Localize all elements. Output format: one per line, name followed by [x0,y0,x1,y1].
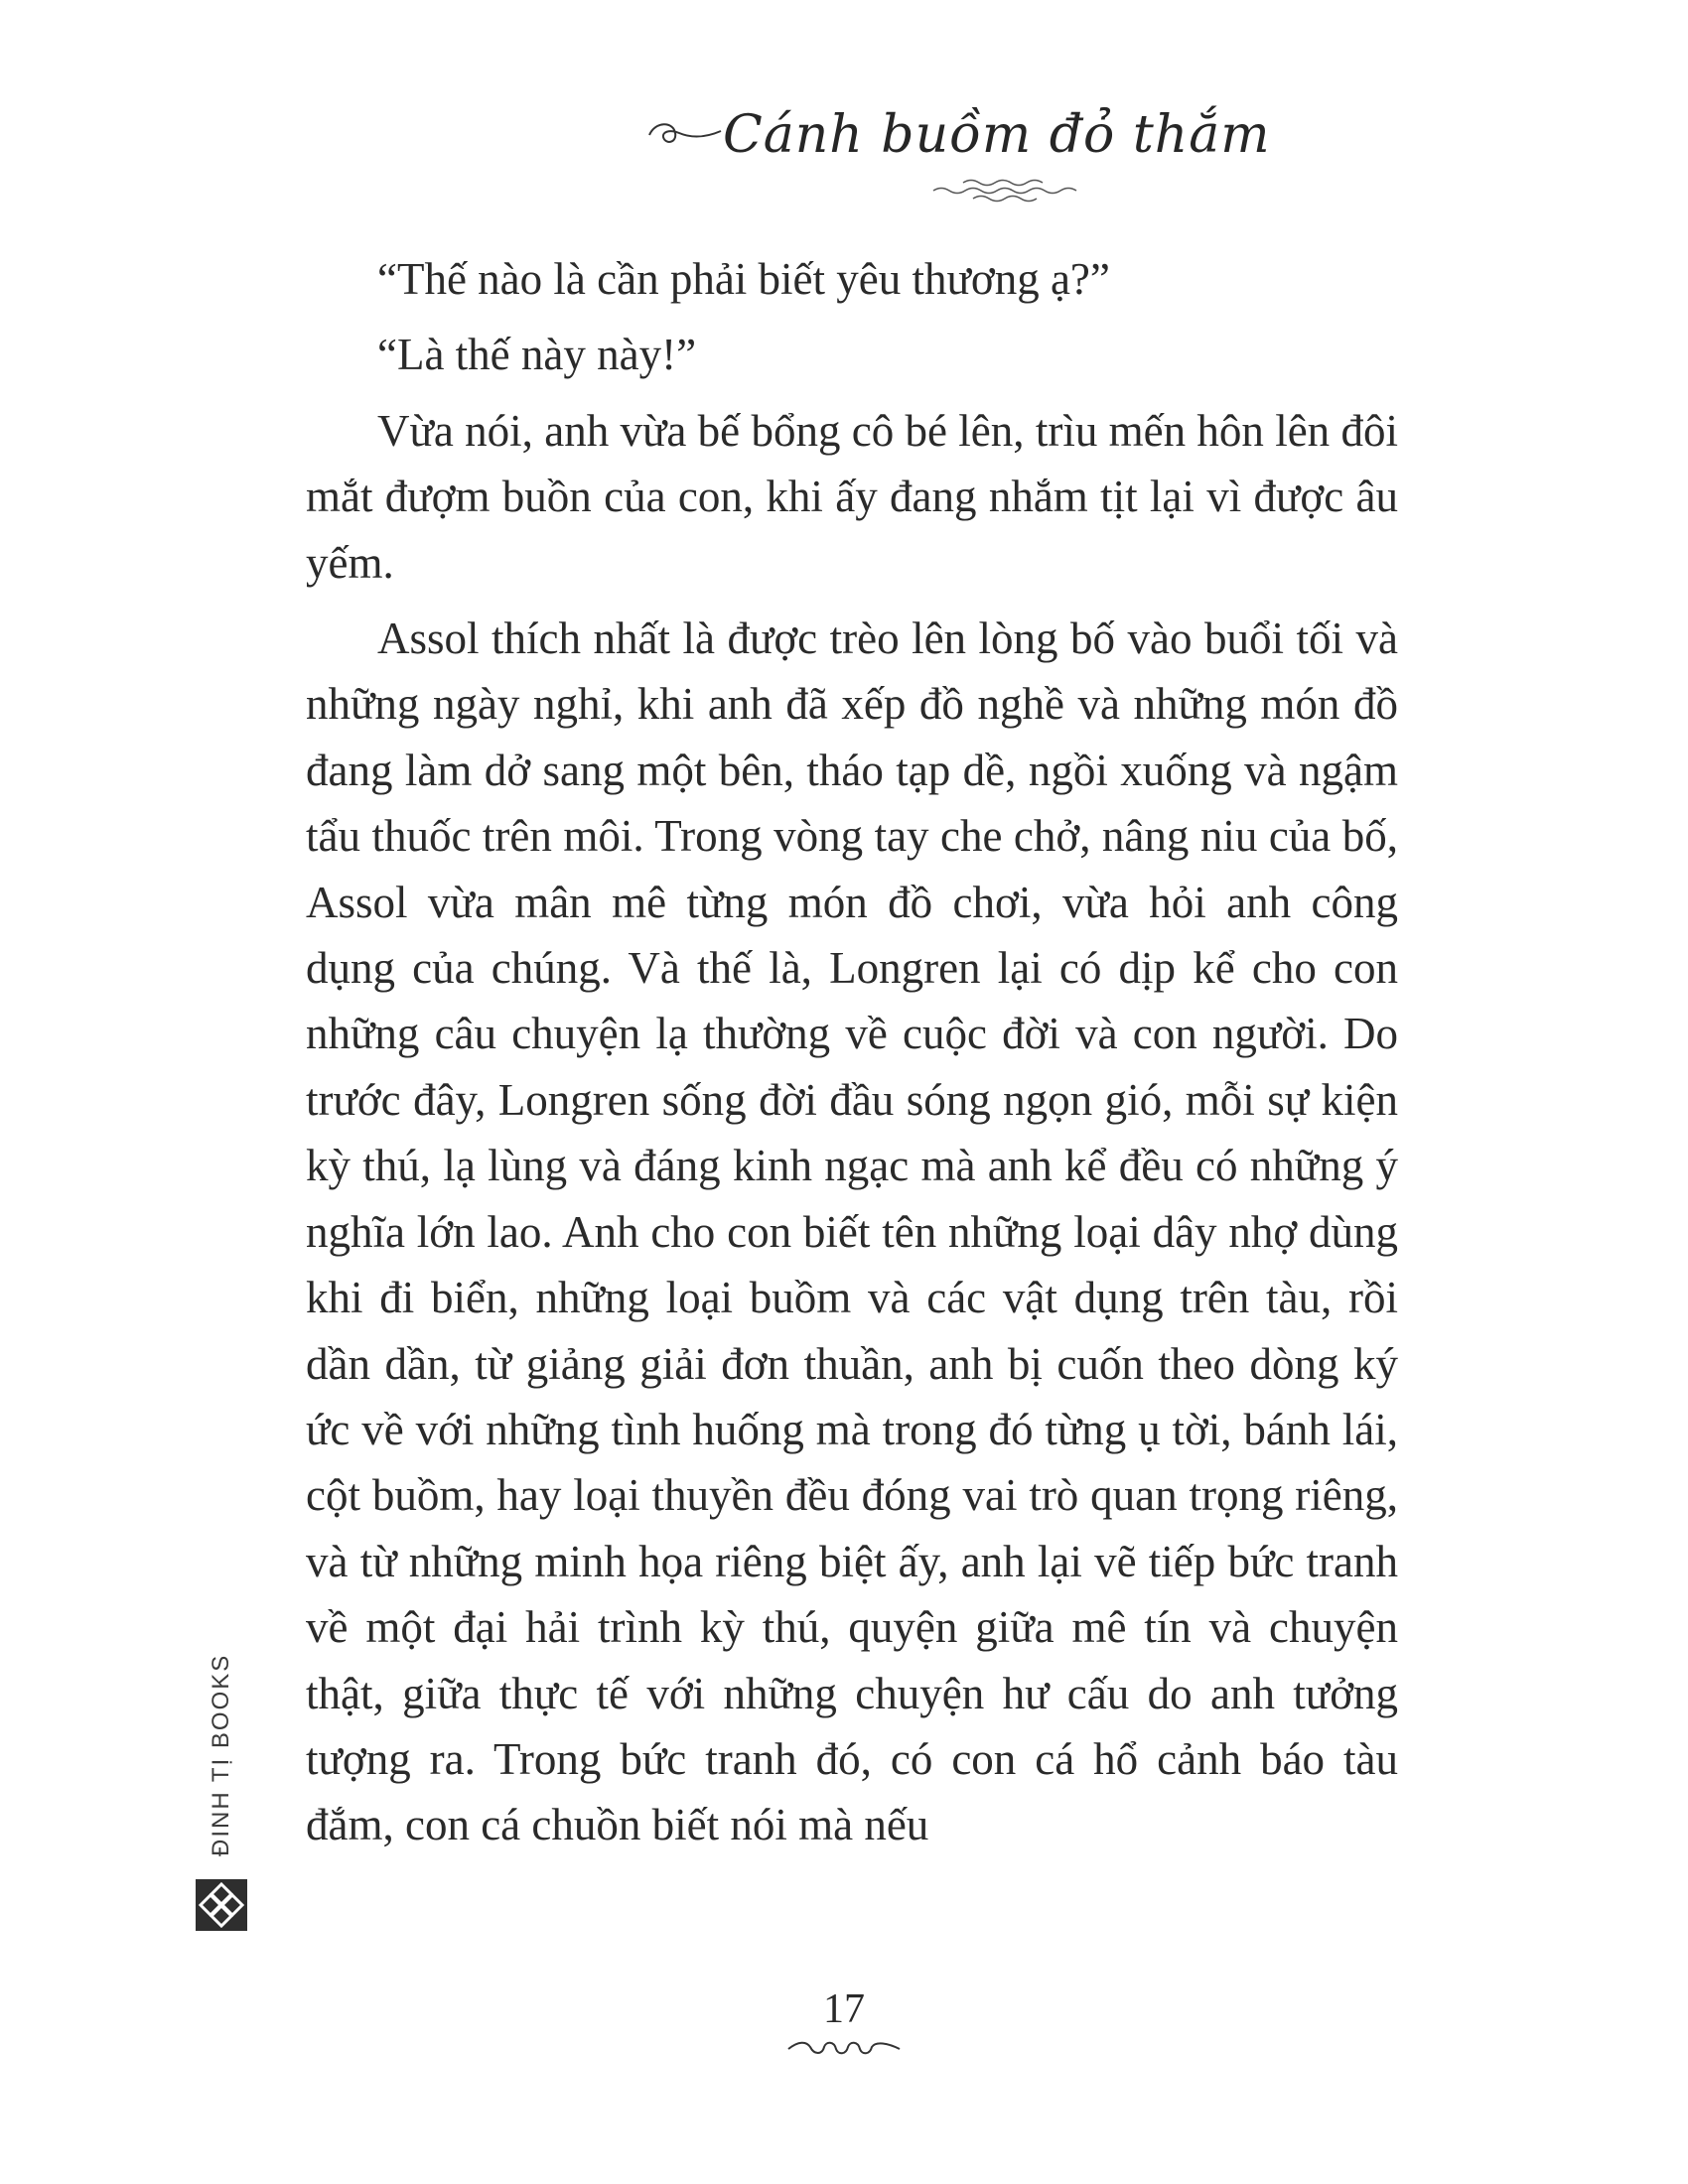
paragraph: “Thế nào là cần phải biết yêu thương ạ?” [377,254,1110,304]
waves-ornament-icon [923,177,1092,206]
paragraph: Vừa nói, anh vừa bế bổng cô bé lên, trìu mến hôn lên đôi mắt đượm buồn của con, khi ấy đang nhắm tịt lại vì được âu yếm. [306,405,1398,588]
publisher-name: ĐINH TỊ BOOKS [208,1653,234,1856]
footer-flourish-icon [784,2037,904,2061]
running-header [645,99,1271,208]
paragraph: “Là thế này này!” [377,330,697,380]
publisher-mark [195,1653,248,1956]
body-text [306,246,1398,1858]
paragraph: Assol thích nhất là được trèo lên lòng bố vào buổi tối và những ngày nghỉ, khi anh đã xếp đồ nghề và những món đồ đang làm dở sang một bên, tháo tạp dề, ngồi xuống và ngậm tẩu thuốc trên môi. Trong vòng tay che chở, nâng niu của bố, Assol vừa mân mê từng món đồ chơi, vừa hỏi anh công dụng của chúng. Và thế là, Longren lại có dịp kể cho con những câu chuyện lạ thường về cuộc đời và con người. Do trước đây, Longren sống đời đầu sóng ngọn gió, mỗi sự kiện kỳ thú, lạ lùng và đáng kinh ngạc mà anh kể đều có những ý nghĩa lớn lao. Anh cho con biết tên những loại dây nhợ dùng khi đi biển, những loại buồm và các vật dụng trên tàu, rồi dần dần, từ giảng giải đơn thuần, anh bị cuốn theo dòng ký ức về với những tình huống mà trong đó từng ụ tời, bánh lái, cột buồm, hay loại thuyền đều đóng vai trò quan trọng riêng, và từ những minh họa riêng biệt ấy, anh lại vẽ tiếp bức tranh về một đại hải trình kỳ thú, quyện giữa mê tín và chuyện thật, giữa thực tế với những chuyện hư cấu do anh tưởng tượng ra. Trong bức tranh đó, có con cá hổ cảnh báo tàu đắm, con cá chuồn biết nói mà nếu [306,614,1398,1850]
publisher-logo-icon [195,1878,248,1932]
page-number: 17 [823,1986,865,2032]
swash-ornament-icon [645,117,725,153]
running-header-title: Cánh buồm đỏ thắm [723,105,1271,165]
